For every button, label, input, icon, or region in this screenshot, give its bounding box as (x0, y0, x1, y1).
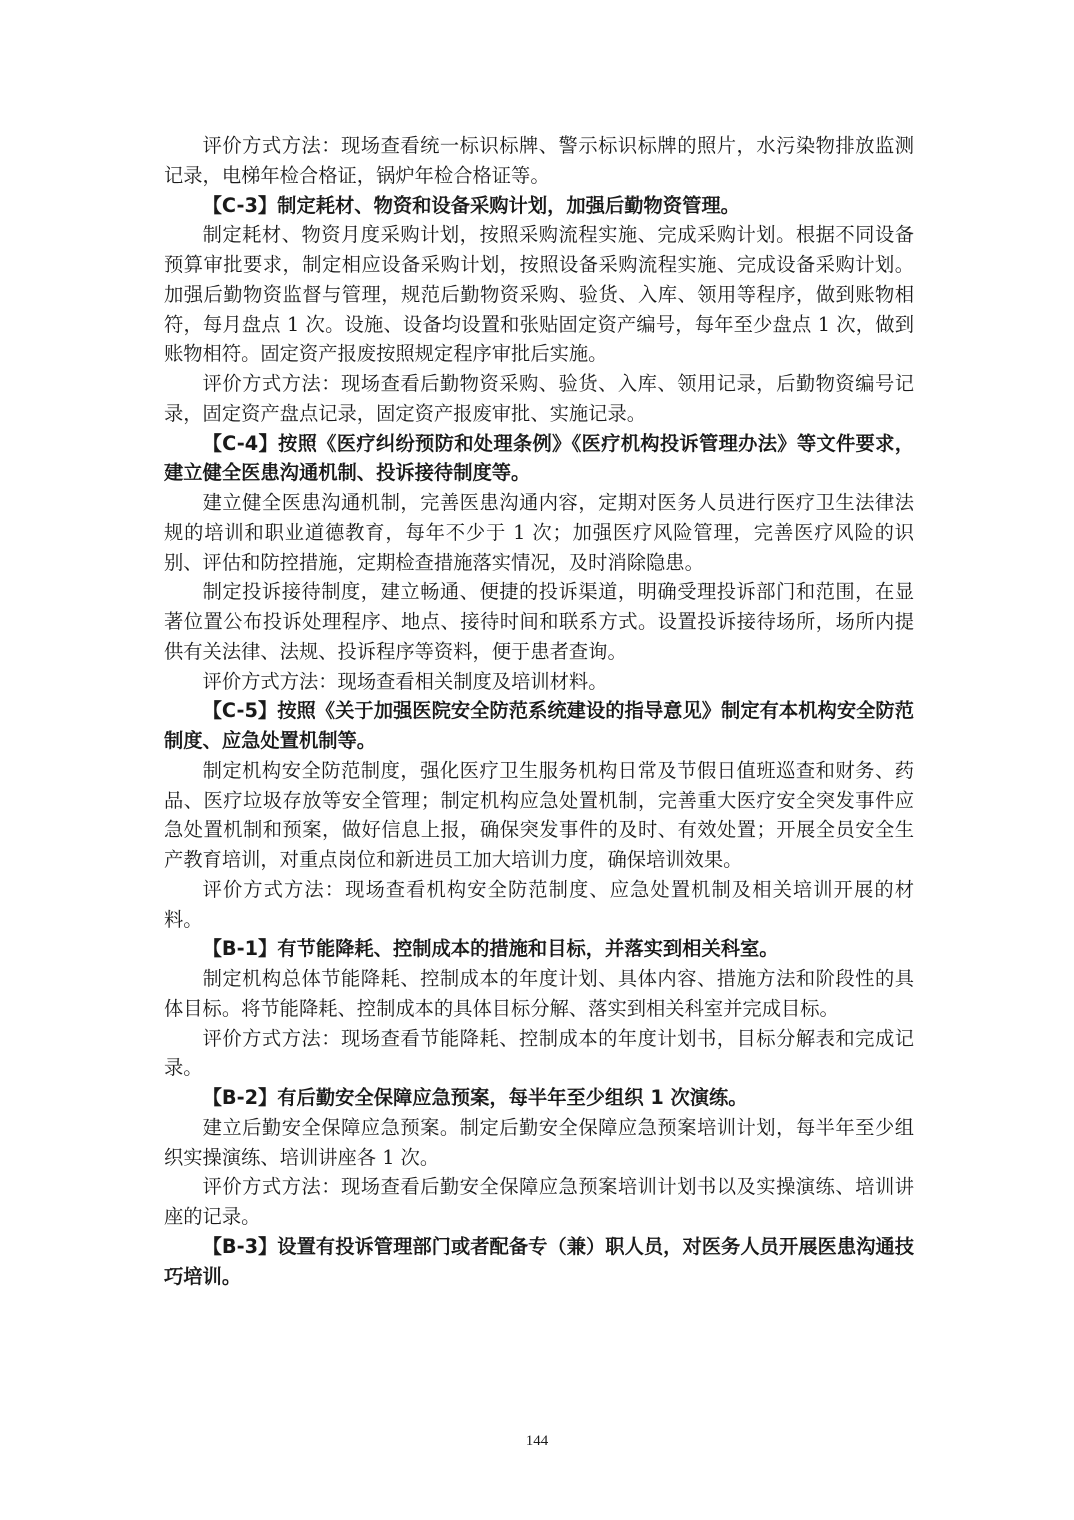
section-heading-c4: 【C-4】按照《医疗纠纷预防和处理条例》《医疗机构投诉管理办法》等文件要求，建立健全医患沟通机制、投诉接待制度等。 (164, 431, 914, 485)
paragraph: 制定机构总体节能降耗、控制成本的年度计划、具体内容、措施方法和阶段性的具体目标。将节能降耗、控制成本的具体目标分解、落实到相关科室并完成目标。 (164, 967, 914, 1020)
section-heading-b1: 【B-1】有节能降耗、控制成本的措施和目标，并落实到相关科室。 (202, 937, 779, 961)
paragraph: 评价方式方法：现场查看相关制度及培训材料。 (202, 669, 608, 693)
section-heading-c3: 【C-3】制定耗材、物资和设备采购计划，加强后勤物资管理。 (202, 193, 740, 217)
paragraph: 评价方式方法：现场查看机构安全防范制度、应急处置机制及相关培训开展的材料。 (164, 877, 914, 931)
document-body (164, 131, 914, 1291)
paragraph: 建立健全医患沟通机制，完善医患沟通内容，定期对医务人员进行医疗卫生法律法规的培训和职业道德教育，每年不少于 1 次；加强医疗风险管理，完善医疗风险的识别、评估和防控措施，定期检查措施落实情况，及时消除隐患。 (164, 491, 914, 574)
paragraph: 制定投诉接待制度，建立畅通、便捷的投诉渠道，明确受理投诉部门和范围，在显著位置公布投诉处理程序、地点、接待时间和联系方式。设置投诉接待场所，场所内提供有关法律、法规、投诉程序等资料，便于患者查询。 (164, 580, 914, 663)
paragraph: 评价方式方法：现场查看节能降耗、控制成本的年度计划书，目标分解表和完成记录。 (164, 1026, 914, 1080)
paragraph: 制定耗材、物资月度采购计划，按照采购流程实施、完成采购计划。根据不同设备预算审批要求，制定相应设备采购计划，按照设备采购流程实施、完成设备采购计划。加强后勤物资监督与管理，规范后勤物资采购、验货、入库、领用等程序，做到账物相符，每月盘点 1 次。设施、设备均设置和张贴固定资产编号，每年至少盘点 1 次，做到账物相符。固定资产报废按照规定程序审批后实施。 (164, 223, 914, 366)
paragraph: 评价方式方法：现场查看统一标识标牌、警示标识标牌的照片，水污染物排放监测记录，电梯年检合格证，锅炉年检合格证等。 (164, 134, 914, 187)
section-heading-b2: 【B-2】有后勤安全保障应急预案，每半年至少组织 1 次演练。 (202, 1086, 748, 1109)
paragraph: 制定机构安全防范制度，强化医疗卫生服务机构日常及节假日值班巡查和财务、药品、医疗垃圾存放等安全管理；制定机构应急处置机制，完善重大医疗安全突发事件应急处置机制和预案，做好信息上报，确保突发事件的及时、有效处置；开展全员安全生产教育培训，对重点岗位和新进员工加大培训力度，确保培训效果。 (164, 758, 914, 871)
section-heading-b3: 【B-3】设置有投诉管理部门或者配备专（兼）职人员，对医务人员开展医患沟通技巧培训。 (164, 1234, 914, 1288)
page-number: 144 (525, 1433, 549, 1449)
section-heading-c5: 【C-5】按照《关于加强医院安全防范系统建设的指导意见》制定有本机构安全防范制度、应急处置机制等。 (164, 699, 914, 752)
paragraph: 建立后勤安全保障应急预案。制定后勤安全保障应急预案培训计划，每半年至少组织实操演练、培训讲座各 1 次。 (164, 1115, 914, 1169)
paragraph: 评价方式方法：现场查看后勤安全保障应急预案培训计划书以及实操演练、培训讲座的记录。 (164, 1175, 914, 1228)
paragraph: 评价方式方法：现场查看后勤物资采购、验货、入库、领用记录，后勤物资编号记录，固定资产盘点记录，固定资产报废审批、实施记录。 (164, 372, 914, 425)
